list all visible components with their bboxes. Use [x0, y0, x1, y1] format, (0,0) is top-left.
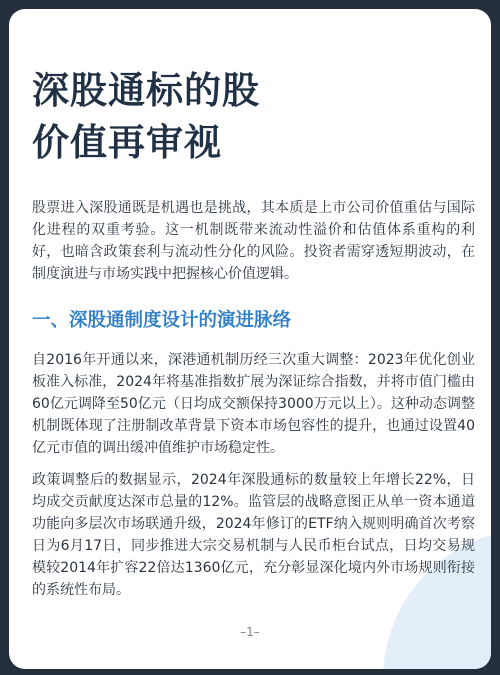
- page-number: –1–: [240, 625, 260, 639]
- title-line-1: 深股通标的股: [32, 69, 260, 112]
- body-paragraph-2: 政策调整后的数据显示，2024年深股通标的数量较上年增长22%，日均成交贡献度达深市总量的12%。监管层的战略意图正从单一资本通道功能向多层次市场联通升级，2024年修订的ETF纳入规则明确首次考察日为6月17日，同步推进大宗交易机制与人民币柜台试点，日均交易规模较2014年扩容22倍达1360亿元，充分彰显深化境内外市场规则衔接的系统性布局。: [32, 472, 475, 598]
- intro-paragraph: 股票进入深股通既是机遇也是挑战，其本质是上市公司价值重估与国际化进程的双重考验。这一机制既带来流动性溢价和估值体系重构的利好，也暗含政策套利与流动性分化的风险。投资者需穿透短期波动，在制度演进与市场实践中把握核心价值逻辑。: [32, 200, 475, 282]
- page-content: [9, 9, 491, 669]
- section-heading: 一、深股通制度设计的演进脉络: [32, 310, 292, 331]
- page-card: [9, 9, 491, 669]
- title-line-2: 价值再审视: [32, 121, 222, 164]
- body-paragraph-1: 自2016年开通以来，深港通机制历经三次重大调整：2023年优化创业板准入标准，2024年将基准指数扩展为深证综合指数，并将市值门槛由60亿元调降至50亿元（日均成交额保持3000万元以上）。这种动态调整机制既体现了注册制改革背景下资本市场包容性的提升，也通过设置40亿元市值的调出缓冲值维护市场稳定性。: [32, 352, 475, 456]
- page-title: [32, 65, 472, 169]
